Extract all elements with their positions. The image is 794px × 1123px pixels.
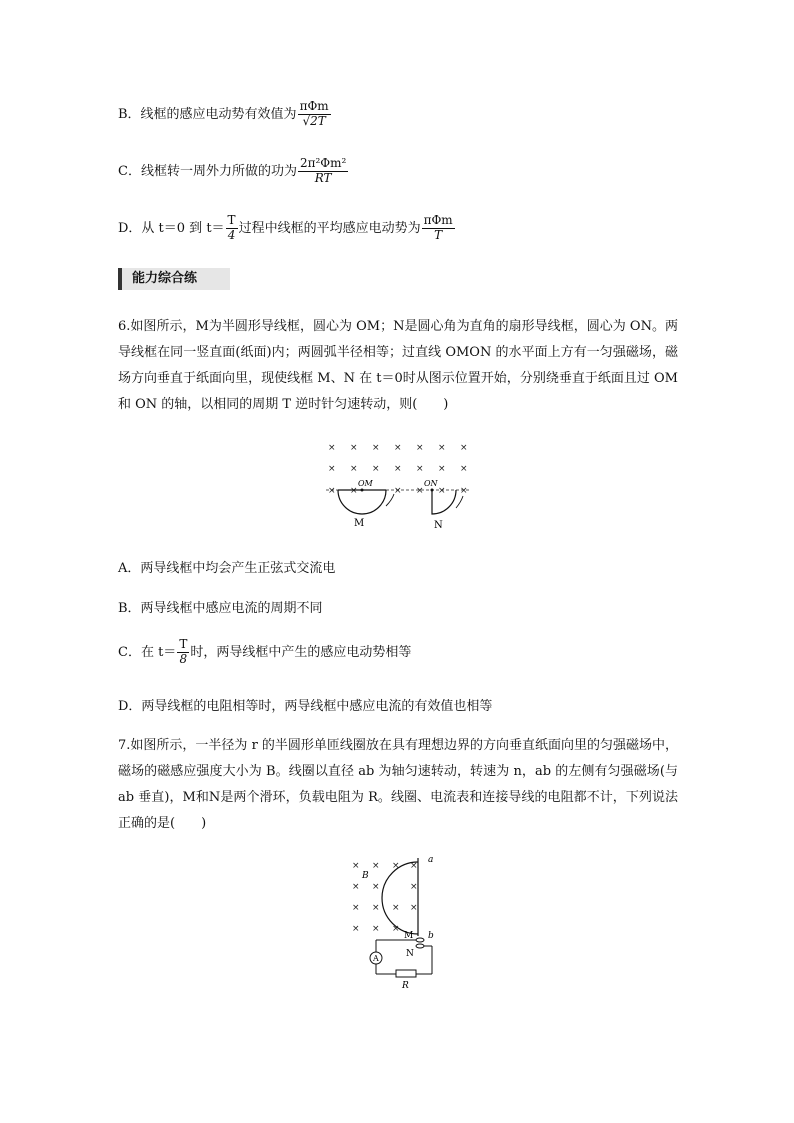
svg-text:×: × — [416, 443, 424, 453]
svg-text:×: × — [352, 882, 360, 892]
svg-text:×: × — [350, 464, 358, 474]
svg-text:×: × — [392, 861, 400, 871]
svg-text:×: × — [372, 861, 380, 871]
svg-text:×: × — [352, 924, 360, 934]
svg-text:×: × — [438, 464, 446, 474]
svg-text:×: × — [394, 464, 402, 474]
fraction: $\frac{T}{8}$ — [179, 637, 188, 666]
ammeter-label: A — [373, 954, 379, 963]
section-title: 能力综合练 — [118, 268, 230, 290]
q6-option-b: B．两导线框中感应电流的周期不同 — [118, 601, 323, 616]
svg-text:×: × — [394, 486, 402, 496]
q5-option-b: B．线框的感应电动势有效值为 $\frac{\text{πΦm}}{√2T}$ — [118, 99, 329, 128]
label-n: N — [406, 949, 414, 959]
q6-stem: 6.如图所示，M为半圆形导线框，圆心为 OM；N是圆心角为直角的扇形导线框，圆心为 ON。两导线框在同一竖直面(纸面)内；两圆弧半径相等；过直线 OMON 的水平面上方有一匀强磁场，磁场方向垂直于纸面向里，现使线框 M、N 在 t＝0时从图示位置开始，分别绕垂直于纸面且过 OM 和 ON 的轴，以相同的周期 T 逆时针匀速转动，则( ) — [118, 319, 678, 412]
q5-option-c: C．线框转一周外力所做的功为 $\frac{\text{2π²Φm²}}{RT}$ — [118, 156, 347, 185]
label-r: R — [402, 981, 409, 990]
label-om: OM — [358, 479, 373, 488]
svg-text:×: × — [392, 903, 400, 913]
svg-text:×: × — [410, 882, 418, 892]
fraction: $\frac{\text{πΦm}}{T}$ — [423, 213, 453, 242]
svg-text:×: × — [438, 486, 446, 496]
label-a: a — [428, 855, 434, 865]
fraction: $\frac{\text{2π²Φm²}}{RT}$ — [299, 156, 347, 185]
svg-text:×: × — [372, 882, 380, 892]
label-b: b — [428, 931, 434, 941]
label-m: M — [354, 518, 365, 529]
svg-text:×: × — [352, 903, 360, 913]
svg-text:×: × — [328, 464, 336, 474]
svg-text:×: × — [416, 486, 424, 496]
svg-text:×: × — [394, 443, 402, 453]
q6-option-d: D．两导线框的电阻相等时，两导线框中感应电流的有效值也相等 — [118, 699, 493, 714]
svg-text:×: × — [372, 443, 380, 453]
svg-text:×: × — [352, 861, 360, 871]
q6-figure — [318, 436, 478, 532]
svg-text:×: × — [350, 486, 358, 496]
svg-text:×: × — [328, 486, 336, 496]
svg-text:×: × — [438, 443, 446, 453]
svg-text:×: × — [372, 464, 380, 474]
svg-text:×: × — [460, 464, 468, 474]
svg-text:×: × — [416, 464, 424, 474]
svg-text:×: × — [328, 443, 336, 453]
q6-option-a: A．两导线框中均会产生正弦式交流电 — [118, 561, 336, 576]
svg-text:×: × — [372, 924, 380, 934]
svg-text:×: × — [460, 486, 468, 496]
fraction: $\frac{\text{πΦm}}{√2T}$ — [299, 99, 329, 128]
svg-text:×: × — [410, 903, 418, 913]
svg-text:×: × — [372, 903, 380, 913]
label-m: M — [404, 931, 414, 941]
svg-text:×: × — [392, 924, 400, 934]
q6-option-c: C．在 t＝ $\frac{T}{8}$ 时，两导线框中产生的感应电动势相等 — [118, 637, 412, 666]
q7-stem: 7.如图所示，一半径为 r 的半圆形单匝线圈放在具有理想边界的方向垂直纸面向里的匀强磁场中，磁场的磁感应强度大小为 B。线圈以直径 ab 为轴匀速转动，转速为 n，ab 的左侧有匀强磁场(与 ab 垂直)，M和N是两个滑环，负载电阻为 R。线圈、电流表和连接导线的电阻都不计，下列说法正确的是( ) — [118, 738, 678, 831]
label-field-b: B — [362, 871, 369, 881]
label-n: N — [434, 520, 443, 531]
q5-option-d: D．从 t＝0 到 t＝ $\frac{T}{4}$ 过程中线框的平均感应电动势为 $\frac{\text{πΦm}}{T}$ — [118, 213, 453, 242]
svg-text:×: × — [350, 443, 358, 453]
svg-text:×: × — [460, 443, 468, 453]
svg-text:×: × — [410, 861, 418, 871]
q7-figure — [344, 850, 444, 990]
fraction: $\frac{T}{4}$ — [227, 213, 236, 242]
label-on: ON — [424, 479, 438, 488]
